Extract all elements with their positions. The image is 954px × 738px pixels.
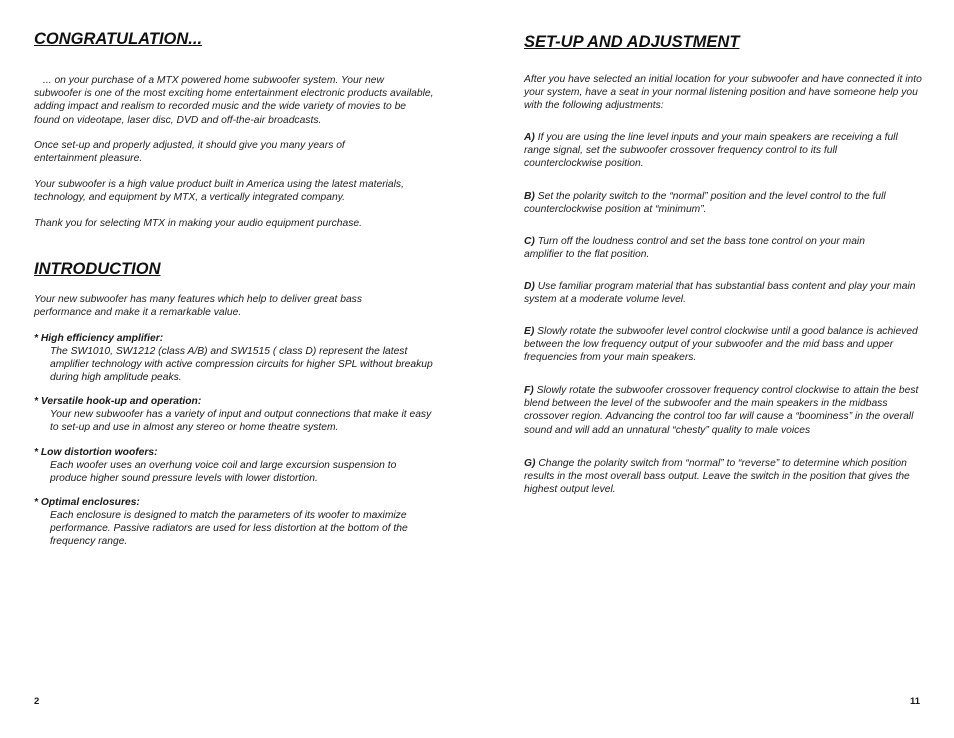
setup-adjustment-heading: SET-UP AND ADJUSTMENT <box>524 33 740 51</box>
feature-body: Each woofer uses an overhung voice coil and large excursion suspension to produce higher sound pressure levels with lower distortion. <box>50 460 397 484</box>
step-f <box>524 384 922 437</box>
feature-body: Your new subwoofer has a variety of input and output connections that make it easy to set-up and use in almost any stereo or home theatre system. <box>50 409 432 433</box>
congrats-paragraph-3: Your subwoofer is a high value product built in America using the latest materials, technology, and equipment by MTX, a vertically integrated company. <box>34 179 404 204</box>
page-number-left: 2 <box>34 696 40 707</box>
step-b <box>524 190 922 216</box>
step-e <box>524 325 922 365</box>
step-letter: B) <box>524 191 535 202</box>
step-g <box>524 457 922 497</box>
step-letter: C) <box>524 236 535 247</box>
feature-title: * Versatile hook-up and operation: <box>34 396 202 407</box>
step-text: Change the polarity switch from “normal” to “reverse” to determine which position results in the most overall bass output. Leave the switch in the position that gives the highest output level. <box>524 458 910 496</box>
congratulation-heading: CONGRATULATION... <box>34 30 203 48</box>
step-letter: D) <box>524 281 535 292</box>
feature-body: The SW1010, SW1212 (class A/B) and SW1515 ( class D) represent the latest amplifier technology with active compression circuits for higher SPL without breakup during high amplitude peaks. <box>50 346 433 383</box>
intro-paragraph: Your new subwoofer has many features which help to deliver great bass performance and make it a remarkable value. <box>34 294 362 319</box>
feature-versatile-hookup <box>34 395 434 434</box>
step-text: Use familiar program material that has substantial bass content and play your main system at a moderate volume level. <box>524 281 916 306</box>
step-text: Slowly rotate the subwoofer level control clockwise until a good balance is achieved between the low frequency output of your subwoofer and the mid bass and upper frequencies from your main speakers. <box>524 326 918 364</box>
step-letter: E) <box>524 326 535 337</box>
congrats-paragraph-1: ... on your purchase of a MTX powered home subwoofer system. Your new subwoofer is one of the most exciting home entertainment electronic products available, adding impact and realism to recorded music and the wide variety of movies to be found on videotape, laser disc, DVD and off-the-air broadcasts. <box>34 75 434 126</box>
step-letter: F) <box>524 385 534 396</box>
introduction-heading: INTRODUCTION <box>34 260 161 278</box>
step-text: Set the polarity switch to the “normal” position and the level control to the full counterclockwise position at “minimum”. <box>524 191 886 216</box>
step-text: Slowly rotate the subwoofer crossover frequency control clockwise to attain the best blend between the level of the subwoofer and the main speakers in the midbass crossover region. Advancing the control too far will cause a “boominess” in the overall sound and will add an unnatural “chesty” quality to male voices <box>524 385 919 436</box>
feature-title: * Low distortion woofers: <box>34 447 158 458</box>
feature-low-distortion <box>34 446 434 485</box>
feature-title: * Optimal enclosures: <box>34 497 140 508</box>
feature-title: * High efficiency amplifier: <box>34 333 164 344</box>
step-d <box>524 280 922 306</box>
feature-high-efficiency <box>34 332 434 384</box>
feature-body: Each enclosure is designed to match the parameters of its woofer to maximize performance. Passive radiators are used for less distortion at the bottom of the frequency range. <box>50 510 408 547</box>
step-letter: G) <box>524 458 536 469</box>
congrats-paragraph-2: Once set-up and properly adjusted, it should give you many years of entertainment pleasure. <box>34 140 345 165</box>
step-a <box>524 131 909 171</box>
setup-intro-paragraph: After you have selected an initial location for your subwoofer and have connected it into your system, have a seat in your normal listening position and have someone help you with the following adjustments: <box>524 74 922 112</box>
feature-optimal-enclosures <box>34 496 434 548</box>
step-text: Turn off the loudness control and set the bass tone control on your main amplifier to the flat position. <box>524 236 865 261</box>
page-number-right: 11 <box>910 696 921 707</box>
step-letter: A) <box>524 132 535 143</box>
congrats-paragraph-4: Thank you for selecting MTX in making your audio equipment purchase. <box>34 218 362 229</box>
step-text: If you are using the line level inputs and your main speakers are receiving a full range signal, set the subwoofer crossover frequency control to its full counterclockwise position. <box>524 132 898 170</box>
step-c <box>524 235 904 261</box>
